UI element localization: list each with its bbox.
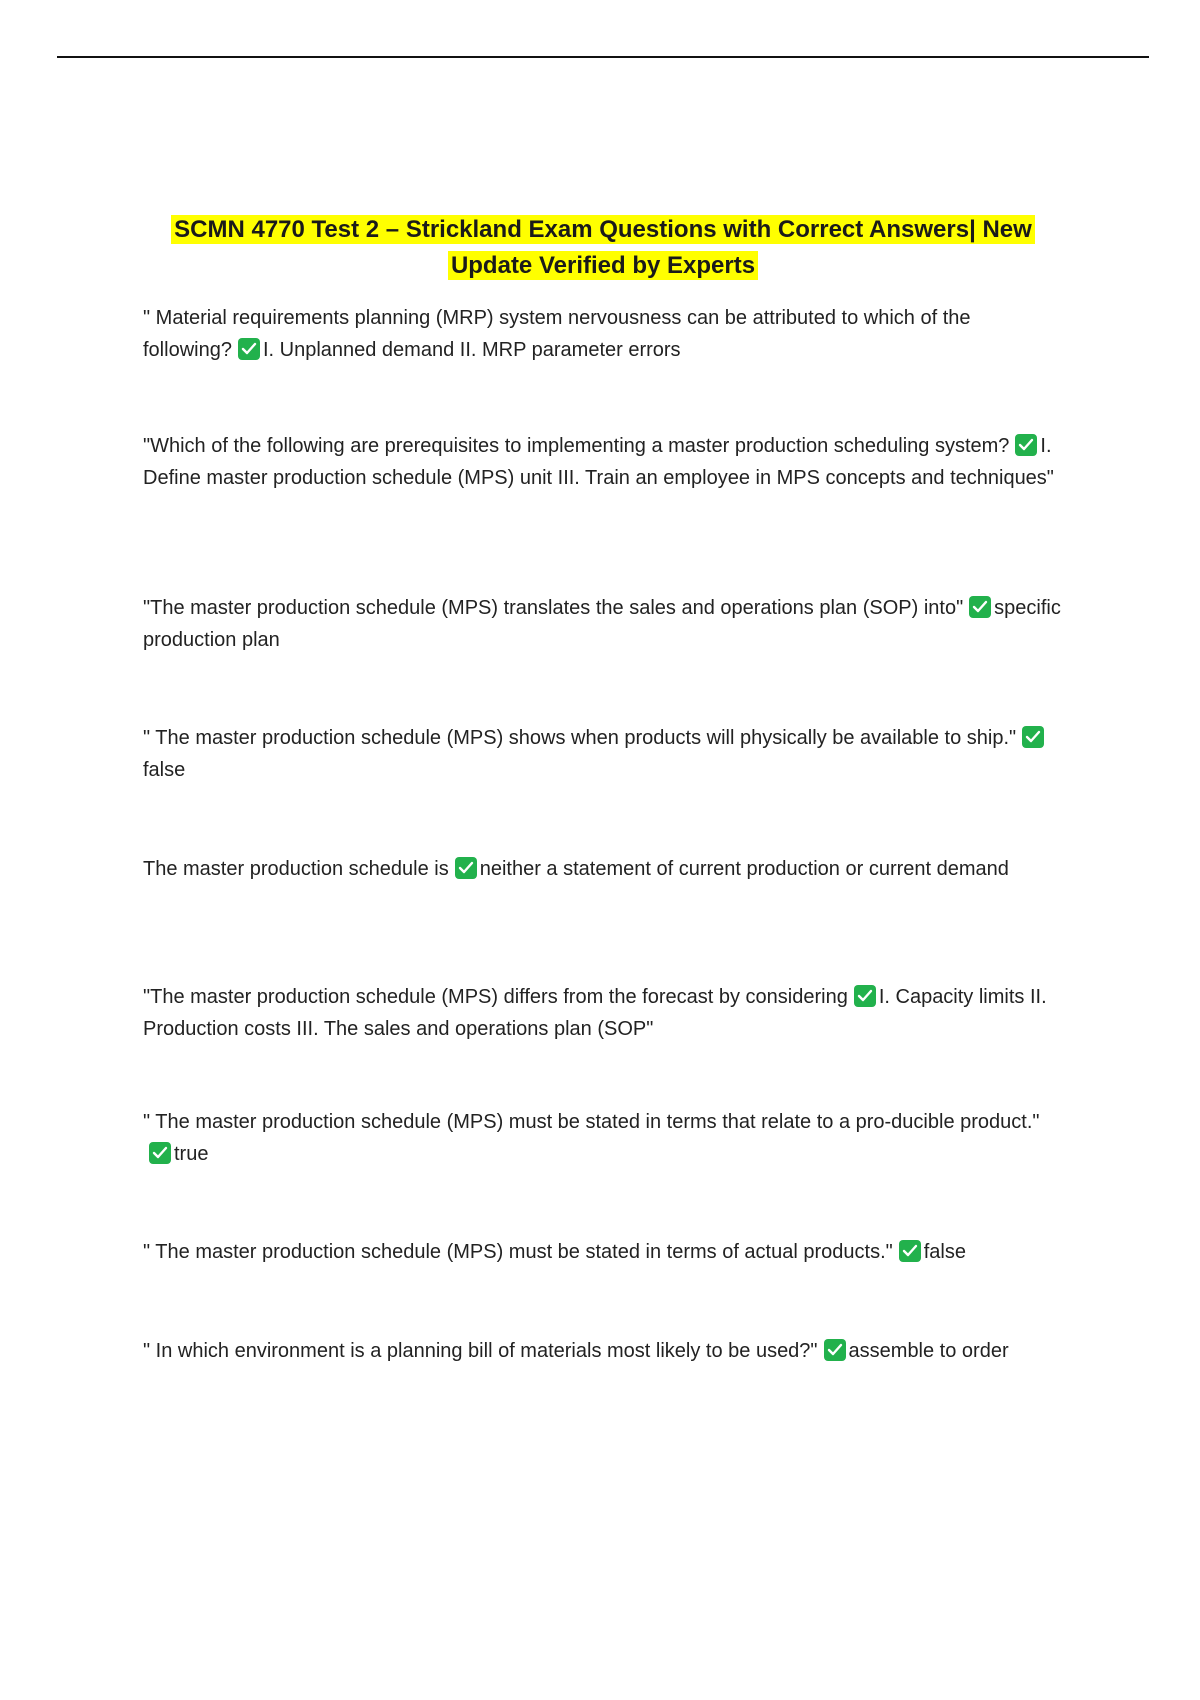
question-text: " In which environment is a planning bill of materials most likely to be used?": [143, 1340, 818, 1362]
answer-text: false: [923, 1241, 966, 1263]
answer-text: I. Capacity limits II. Production costs III. The sales and operations plan (SOP": [143, 986, 1047, 1040]
check-mark-icon: [854, 985, 876, 1007]
answer-text: true: [174, 1143, 209, 1165]
answer-text: specific production plan: [143, 597, 1061, 651]
check-mark-icon: [1015, 434, 1037, 456]
check-mark-icon: [149, 1142, 171, 1164]
qa-item: [143, 1106, 1063, 1170]
question-text: " Material requirements planning (MRP) system nervousness can be attributed to which of the following?: [143, 307, 971, 361]
qa-item: [143, 592, 1063, 656]
qa-item: [143, 302, 1063, 366]
check-mark-icon: [969, 596, 991, 618]
answer-text: neither a statement of current production or current demand: [479, 858, 1009, 880]
qa-item: [143, 981, 1063, 1045]
check-mark-icon: [1022, 726, 1044, 748]
qa-item: [143, 1335, 1063, 1367]
question-text: " The master production schedule (MPS) must be stated in terms that relate to a pro-ducible product.": [143, 1111, 1040, 1133]
check-mark-icon: [899, 1240, 921, 1262]
question-text: The master production schedule is: [143, 858, 449, 880]
answer-text: I. Define master production schedule (MPS) unit III. Train an employee in MPS concepts and techniques": [143, 435, 1054, 489]
question-text: " The master production schedule (MPS) must be stated in terms of actual products.": [143, 1241, 893, 1263]
check-mark-icon: [238, 338, 260, 360]
question-text: "The master production schedule (MPS) translates the sales and operations plan (SOP) into": [143, 597, 964, 619]
qa-item: [143, 853, 1063, 885]
header-rule: [57, 56, 1149, 58]
answer-text: assemble to order: [848, 1340, 1009, 1362]
qa-item: [143, 1236, 1063, 1268]
check-mark-icon: [455, 857, 477, 879]
check-mark-icon: [824, 1339, 846, 1361]
qa-item: [143, 430, 1063, 494]
answer-text: false: [143, 759, 186, 781]
question-text: "The master production schedule (MPS) differs from the forecast by considering: [143, 986, 848, 1008]
title-highlight: SCMN 4770 Test 2 – Strickland Exam Questions with Correct Answers| New Update Verified by Experts: [171, 215, 1035, 280]
qa-item: [143, 722, 1063, 786]
document-title: [143, 212, 1063, 284]
question-text: " The master production schedule (MPS) shows when products will physically be available to ship.": [143, 727, 1017, 749]
question-text: "Which of the following are prerequisites to implementing a master production scheduling system?: [143, 435, 1010, 457]
answer-text: I. Unplanned demand II. MRP parameter errors: [262, 339, 681, 361]
